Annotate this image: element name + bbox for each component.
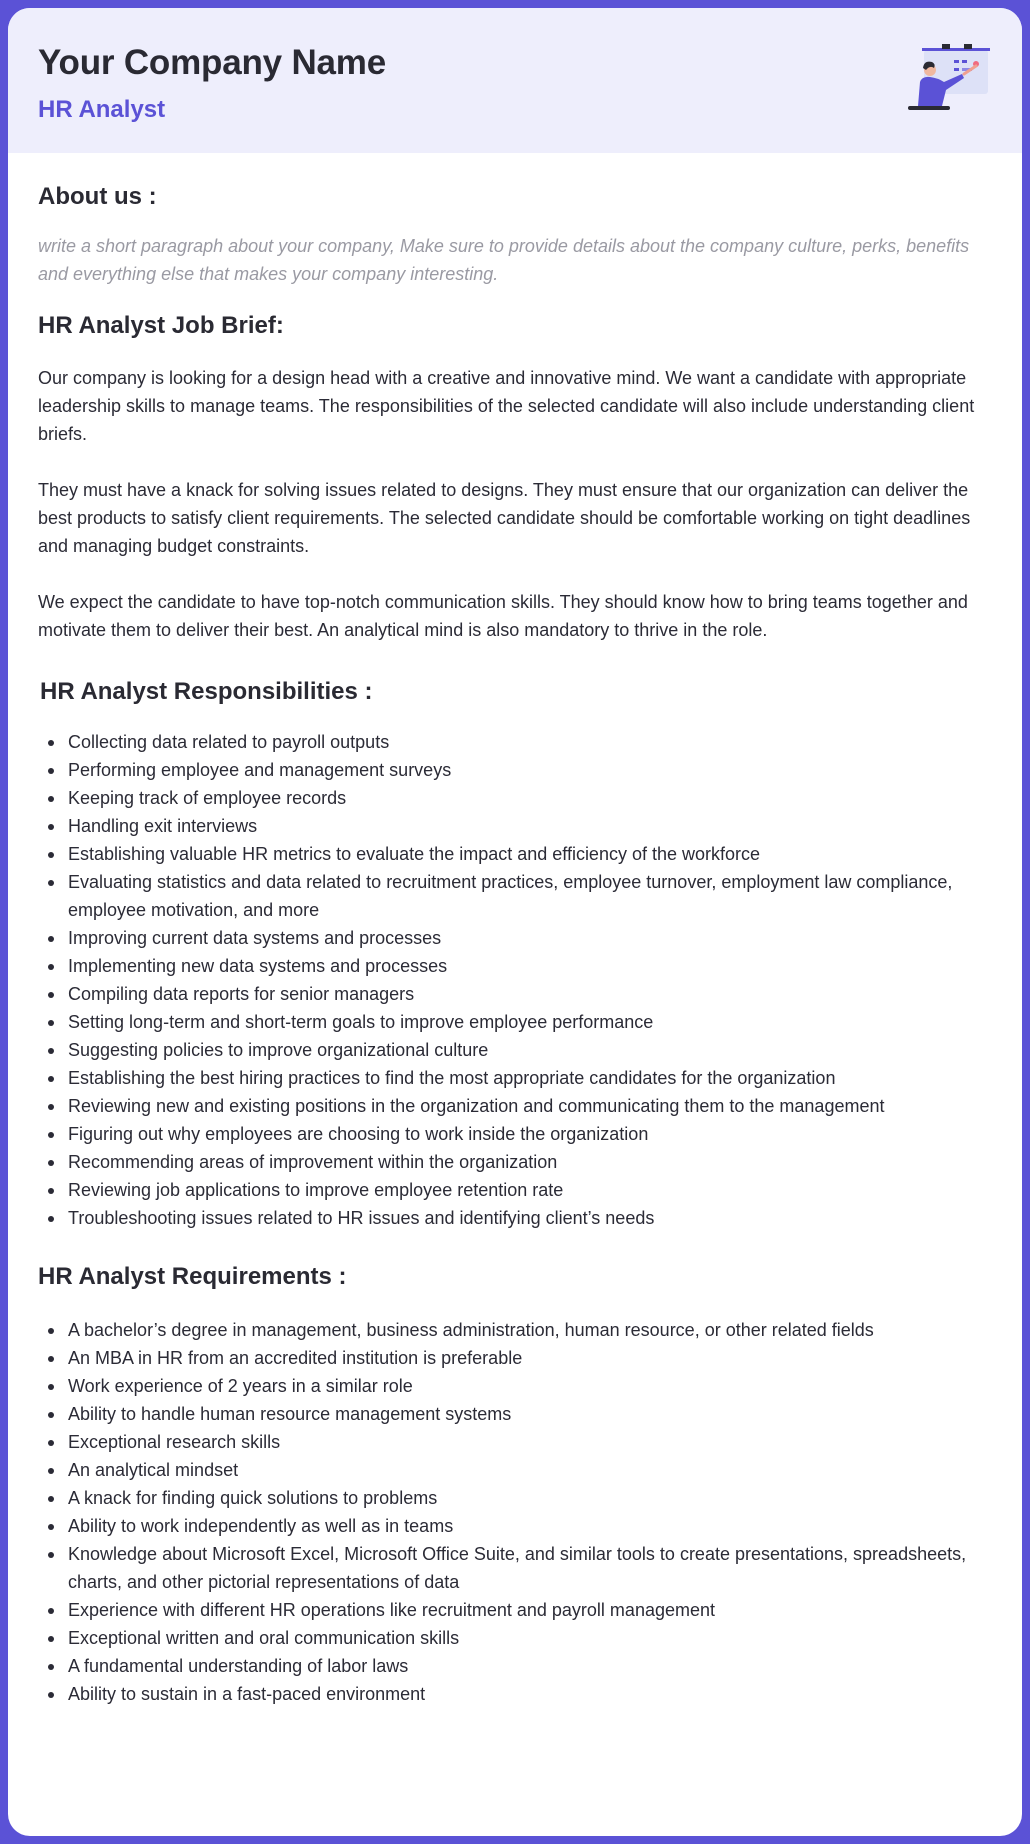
list-item: Performing employee and management surveys [38, 756, 992, 784]
list-item: Collecting data related to payroll outputs [38, 728, 992, 756]
list-item: Exceptional written and oral communication skills [38, 1624, 992, 1652]
list-item: Compiling data reports for senior managers [38, 980, 992, 1008]
list-item: A bachelor’s degree in management, business administration, human resource, or other related fields [38, 1316, 992, 1344]
responsibilities-list [38, 728, 992, 1232]
list-item: Establishing valuable HR metrics to evaluate the impact and efficiency of the workforce [38, 840, 992, 868]
list-item: Figuring out why employees are choosing to work inside the organization [38, 1120, 992, 1148]
list-item: An analytical mindset [38, 1456, 992, 1484]
main-content [8, 183, 1022, 1708]
list-item: Exceptional research skills [38, 1428, 992, 1456]
list-item: Reviewing job applications to improve employee retention rate [38, 1176, 992, 1204]
list-item: A fundamental understanding of labor laws [38, 1652, 992, 1680]
job-brief-paragraph-1: Our company is looking for a design head with a creative and innovative mind. We want a candidate with appropriate leadership skills to manage teams. The responsibilities of the selected candidate will also include understanding client briefs. [38, 367, 975, 444]
requirements-heading: HR Analyst Requirements : [38, 1263, 347, 1291]
about-heading: About us : [38, 183, 157, 210]
list-item: Ability to work independently as well as in teams [38, 1512, 992, 1540]
list-item: A knack for finding quick solutions to problems [38, 1484, 992, 1512]
list-item: Establishing the best hiring practices to find the most appropriate candidates for the organization [38, 1064, 992, 1092]
list-item: An MBA in HR from an accredited institution is preferable [38, 1344, 992, 1372]
list-item: Suggesting policies to improve organizational culture [38, 1036, 992, 1064]
list-item: Ability to handle human resource management systems [38, 1400, 992, 1428]
list-item: Experience with different HR operations like recruitment and payroll management [38, 1596, 992, 1624]
company-name: Your Company Name [38, 43, 386, 82]
list-item: Setting long-term and short-term goals to improve employee performance [38, 1008, 992, 1036]
job-brief-paragraph-3: We expect the candidate to have top-notch communication skills. They should know how to bring teams together and motivate them to deliver their best. An analytical mind is also mandatory to thrive in the role. [38, 591, 968, 640]
list-item: Handling exit interviews [38, 812, 992, 840]
list-item: Work experience of 2 years in a similar role [38, 1372, 992, 1400]
list-item: Knowledge about Microsoft Excel, Microsoft Office Suite, and similar tools to create presentations, spreadsheets, charts, and other pictorial representations of data [38, 1540, 992, 1596]
list-item: Implementing new data systems and processes [38, 952, 992, 980]
responsibilities-heading: HR Analyst Responsibilities : [40, 677, 373, 705]
job-description-card [8, 8, 1022, 1836]
list-item: Troubleshooting issues related to HR issues and identifying client’s needs [38, 1204, 992, 1232]
list-item: Recommending areas of improvement within the organization [38, 1148, 992, 1176]
header-banner [8, 8, 1022, 153]
job-brief-paragraph-2: They must have a knack for solving issues related to designs. They must ensure that our organization can deliver the best products to satisfy client requirements. The selected candidate should be comfortable working on tight deadlines and managing budget constraints. [38, 479, 971, 556]
list-item: Reviewing new and existing positions in the organization and communicating them to the management [38, 1092, 992, 1120]
job-title: HR Analyst [38, 96, 166, 123]
list-item: Keeping track of employee records [38, 784, 992, 812]
list-item: Ability to sustain in a fast-paced environment [38, 1680, 992, 1708]
about-text: write a short paragraph about your company, Make sure to provide details about the company culture, perks, benefits and everything else that makes your company interesting. [38, 235, 970, 284]
presentation-board-person-icon [906, 44, 992, 118]
list-item: Improving current data systems and processes [38, 924, 992, 952]
list-item: Evaluating statistics and data related to recruitment practices, employee turnover, employment law compliance, employee motivation, and more [38, 868, 992, 924]
job-brief-heading: HR Analyst Job Brief: [38, 311, 284, 339]
requirements-list [38, 1316, 992, 1708]
